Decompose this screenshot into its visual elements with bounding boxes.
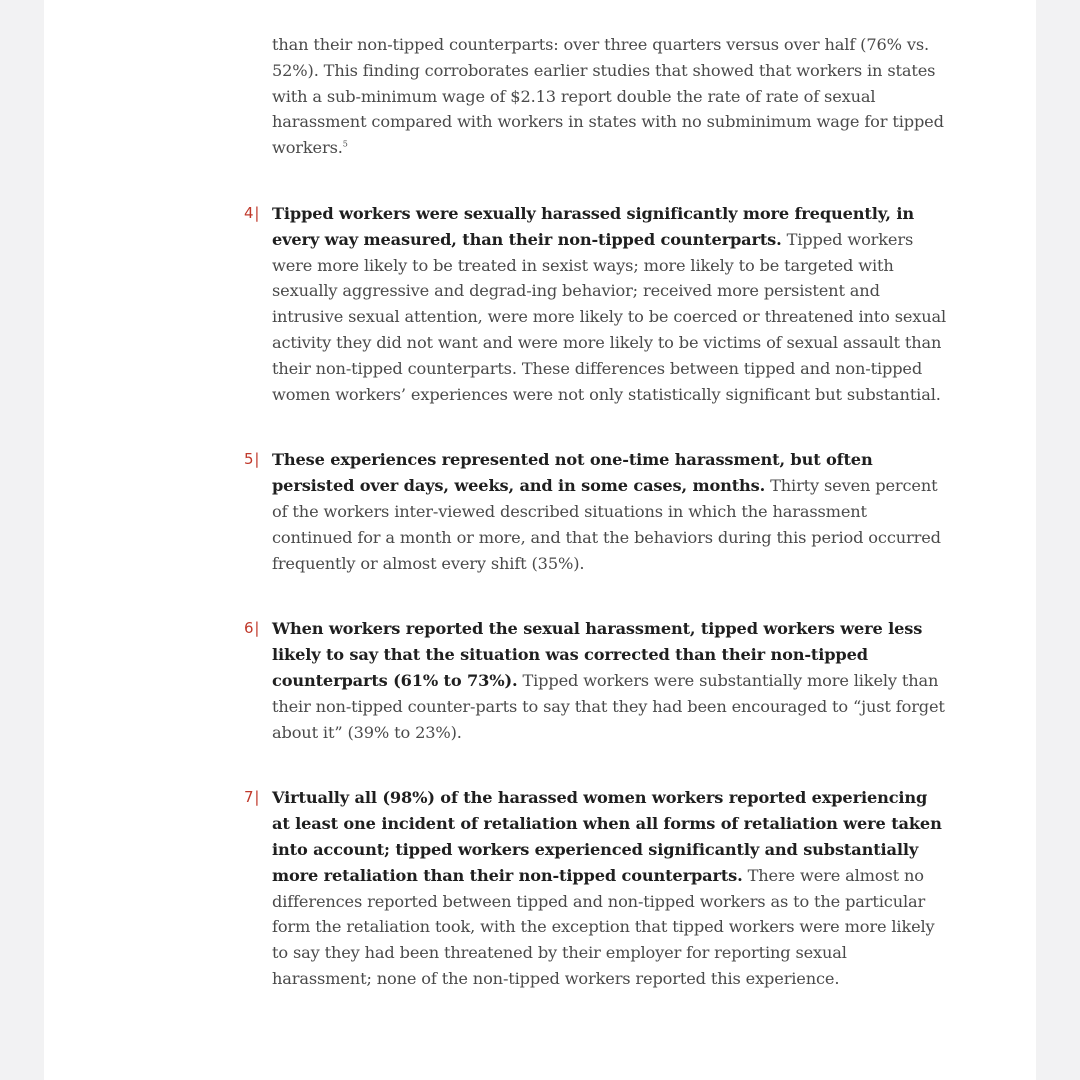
finding-7	[244, 785, 950, 991]
finding-lead: Virtually all (98%) of the harassed women workers reported experiencing at least one incident of retaliation when all forms of retaliation were taken into account; tipped workers experienced significantly and substantially more retaliation than their non-tipped counterparts.	[272, 788, 942, 885]
finding-lead: Tipped workers were sexually harassed significantly more frequently, in every way measured, than their non-tipped counterparts.	[272, 203, 915, 249]
intro-text: than their non-tipped counterparts: over three quarters versus over half (76% vs. 52%). This finding corroborates earlier studies that showed that workers in states with a sub-minimum wage of $2.13 report double the rate of rate of sexual harassment compared with workers in states with no subminimum wage for tipped workers.	[272, 35, 944, 158]
finding-body: Tipped workers were more likely to be treated in sexist ways; more likely to be targeted with sexually aggressive and degrad-ing behavior; received more persistent and intrusive sexual attention, were more likely to be coerced or threatened into sexual activity they did not want and were more likely to be victims of sexual assault than their non-tipped counterparts. These differences between tipped and non-tipped women workers’ experiences were not only statistically significant but substantial.	[272, 229, 947, 404]
document-page	[44, 0, 1036, 1080]
finding-number	[244, 201, 259, 227]
finding-number-value: 7	[244, 788, 254, 807]
finding-5	[244, 447, 950, 576]
finding-number-value: 6	[244, 619, 254, 638]
intro-paragraph	[272, 32, 950, 161]
finding-lead: When workers reported the sexual harassment, tipped workers were less likely to say that the situation was corrected than their non-tipped counterparts (61% to 73%).	[272, 619, 923, 690]
report-body	[244, 32, 950, 1032]
finding-body: There were almost no differences reported between tipped and non-tipped workers as to the particular form the retaliation took, with the exception that tipped workers were more likely to say they had been threatened by their employer for reporting sexual harassment; none of the non-tipped workers reported this experience.	[272, 865, 935, 988]
finding-body: Tipped workers were substantially more likely than their non-tipped counter-parts to say that they had been encouraged to “just forget about it” (39% to 23%).	[272, 670, 945, 742]
finding-number	[244, 447, 259, 473]
finding-number	[244, 616, 259, 642]
number-separator: |	[254, 450, 260, 469]
finding-lead: These experiences represented not one-time harassment, but often persisted over days, weeks, and in some cases, months.	[272, 450, 873, 496]
number-separator: |	[254, 619, 260, 638]
footnote-marker[interactable]: 5	[342, 139, 348, 149]
number-separator: |	[254, 203, 260, 222]
finding-number	[244, 785, 259, 811]
finding-6	[244, 616, 950, 745]
finding-body: Thirty seven percent of the workers inter-viewed described situations in which the harassment continued for a month or more, and that the behaviors during this period occurred frequently or almost every shift (35%).	[272, 476, 941, 573]
finding-4	[244, 201, 950, 407]
finding-number-value: 5	[244, 450, 254, 469]
finding-number-value: 4	[244, 203, 254, 222]
number-separator: |	[254, 788, 260, 807]
